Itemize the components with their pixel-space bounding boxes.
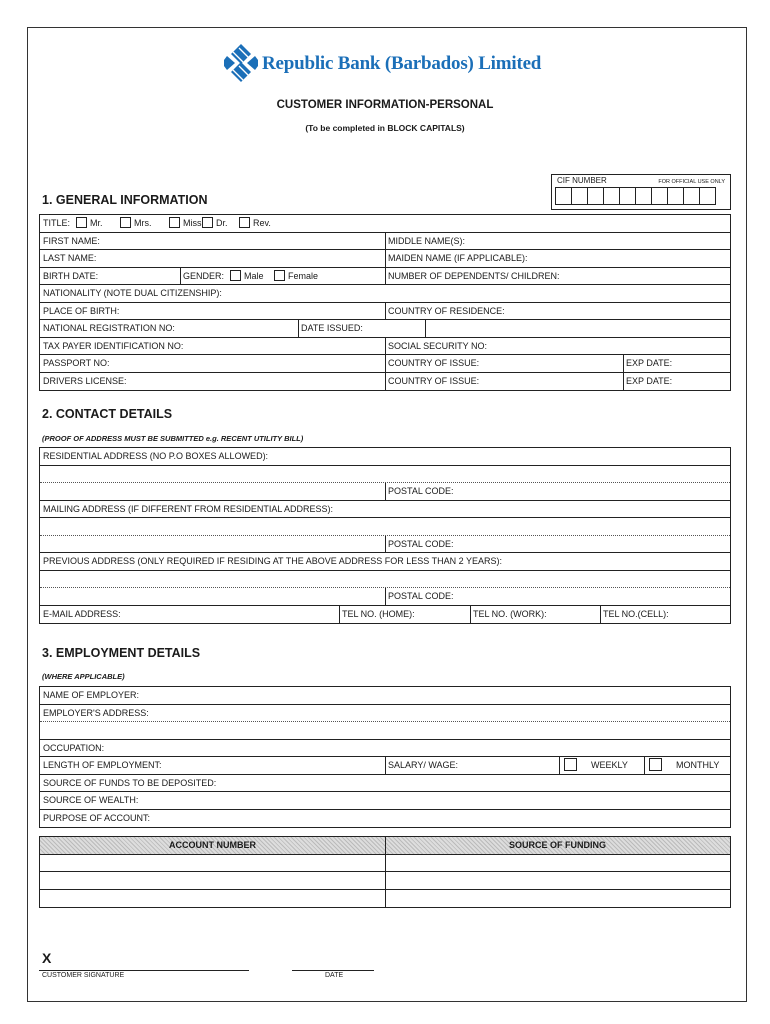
source-wealth-row [40,792,730,810]
purpose-field[interactable]: PURPOSE OF ACCOUNT: [43,812,151,823]
last-name-field[interactable]: LAST NAME: [43,253,97,263]
salary-label: SALARY/ WAGE: [388,760,459,770]
gender-female-label: Female [288,270,319,281]
employer-address-line-2[interactable] [40,722,730,740]
tax-row [40,338,730,356]
employment-table [39,686,731,828]
passport-field[interactable]: PASSPORT NO: [43,358,110,368]
cif-number-box [551,174,731,210]
cif-digit[interactable] [635,187,652,205]
previous-address-field[interactable]: PREVIOUS ADDRESS (ONLY REQUIRED IF RESIDING AT THE ABOVE ADDRESS FOR LESS THAN 2 YEARS): [43,556,502,566]
previous-row [40,553,730,571]
cif-digit-boxes[interactable] [555,187,715,205]
section-contact-heading: 2. CONTACT DETAILS [42,407,173,421]
nationality-field[interactable]: NATIONALITY (NOTE DUAL CITIZENSHIP): [43,288,222,298]
cif-digit[interactable] [699,187,716,205]
occupation-field[interactable]: OCCUPATION: [43,742,105,753]
monthly-label: MONTHLY [676,760,720,770]
passport-exp-date-field[interactable]: EXP DATE: [626,358,673,368]
account-row[interactable] [40,855,730,873]
gender-female-checkbox[interactable] [274,270,285,281]
title-row [40,215,730,233]
middle-names-field[interactable]: MIDDLE NAME(S): [388,235,466,246]
previous-postal-code-field[interactable]: POSTAL CODE: [388,591,454,601]
source-funds-row [40,775,730,793]
gender-male-label: Male [244,270,264,281]
customer-signature-line[interactable] [39,970,249,971]
title-label: TITLE: [43,218,71,228]
customer-signature-label: CUSTOMER SIGNATURE [42,972,125,979]
title-dr-checkbox[interactable] [202,217,213,228]
mailing-row [40,501,730,519]
cif-digit[interactable] [619,187,636,205]
employer-name-field[interactable]: NAME OF EMPLOYER: [43,690,140,700]
social-security-field[interactable]: SOCIAL SECURITY NO: [388,340,488,351]
date-signature-line[interactable] [292,970,374,971]
source-funding-header: SOURCE OF FUNDING [508,840,606,850]
title-rev-checkbox[interactable] [239,217,250,228]
title-miss-checkbox[interactable] [169,217,180,228]
weekly-checkbox[interactable] [564,758,577,771]
title-mr-label: Mr. [90,218,103,228]
bank-name: Republic Bank (Barbados) Limited [262,53,542,74]
country-residence-field[interactable]: COUNTRY OF RESIDENCE: [388,305,505,316]
mailing-postal-code-field[interactable]: POSTAL CODE: [388,538,454,549]
title-mrs-checkbox[interactable] [120,217,131,228]
date-label: DATE [325,972,344,979]
title-rev-label: Rev. [253,218,271,228]
birthplace-row [40,303,730,321]
cif-label: CIF NUMBER [557,176,607,185]
title-miss-label: Miss [183,218,202,228]
source-wealth-field[interactable]: SOURCE OF WEALTH: [43,795,139,805]
employer-row [40,687,730,705]
place-of-birth-field[interactable]: PLACE OF BIRTH: [43,305,120,316]
passport-row [40,355,730,373]
license-row [40,373,730,391]
national-reg-field[interactable]: NATIONAL REGISTRATION NO: [43,323,175,333]
official-use-label: FOR OFFICIAL USE ONLY [658,179,725,185]
length-salary-row [40,757,730,775]
account-header-row [40,837,730,855]
bank-logo [224,45,541,83]
maiden-name-field[interactable]: MAIDEN NAME (IF APPLICABLE): [388,253,528,263]
passport-country-field[interactable]: COUNTRY OF ISSUE: [388,358,480,368]
name-row-1 [40,233,730,251]
email-field[interactable]: E-MAIL ADDRESS: [43,608,121,619]
form-subtitle: (To be completed in BLOCK CAPITALS) [305,123,465,133]
cif-digit[interactable] [603,187,620,205]
contact-details-table [39,447,731,624]
title-mr-checkbox[interactable] [76,217,87,228]
license-country-field[interactable]: COUNTRY OF ISSUE: [388,375,480,386]
length-employment-field[interactable]: LENGTH OF EMPLOYMENT: [43,760,162,770]
signature-mark: X [42,950,52,966]
cif-digit[interactable] [571,187,588,205]
cif-digit[interactable] [667,187,684,205]
national-reg-row [40,320,730,338]
birth-gender-row [40,268,730,286]
purpose-row [40,810,730,828]
employer-address-field[interactable]: EMPLOYER'S ADDRESS: [43,707,149,718]
cif-digit[interactable] [683,187,700,205]
account-number-header: ACCOUNT NUMBER [169,840,256,850]
section-employment-heading: 3. EMPLOYMENT DETAILS [42,646,201,660]
tel-home-field[interactable]: TEL NO. (HOME): [342,608,415,619]
diamond-logo-icon [224,44,258,84]
residential-postal-code-field[interactable]: POSTAL CODE: [388,486,454,496]
residential-line-2[interactable] [40,466,730,484]
occupation-row [40,740,730,758]
name-row-2 [40,250,730,268]
nationality-row [40,285,730,303]
mailing-postal-row [40,536,730,554]
residential-address-field[interactable]: RESIDENTIAL ADDRESS (NO P.O BOXES ALLOWED): [43,451,269,461]
previous-line-2[interactable] [40,571,730,589]
tel-work-field[interactable]: TEL NO. (WORK): [473,608,547,619]
general-info-table [39,214,731,391]
weekly-label: WEEKLY [591,760,628,770]
mailing-line-2[interactable] [40,518,730,536]
account-row[interactable] [40,890,730,908]
account-table [39,836,731,908]
previous-postal-row [40,588,730,606]
tel-cell-field[interactable]: TEL NO.(CELL): [603,608,669,619]
dependents-field[interactable]: NUMBER OF DEPENDENTS/ CHILDREN: [388,270,560,281]
monthly-checkbox[interactable] [649,758,662,771]
tax-id-field[interactable]: TAX PAYER IDENTIFICATION NO: [43,340,184,351]
section-general-heading: 1. GENERAL INFORMATION [42,193,208,207]
title-mrs-label: Mrs. [134,218,152,228]
mailing-address-field[interactable]: MAILING ADDRESS (IF DIFFERENT FROM RESIDENTIAL ADDRESS): [43,503,334,514]
where-applicable-note: (WHERE APPLICABLE) [42,672,125,681]
phone-email-row [40,606,730,624]
gender-male-checkbox[interactable] [230,270,241,281]
cif-digit[interactable] [587,187,604,205]
title-dr-label: Dr. [216,218,228,228]
residential-row [40,448,730,466]
employer-address-row [40,705,730,723]
birth-date-field[interactable]: BIRTH DATE: [43,270,99,281]
date-issued-field[interactable]: DATE ISSUED: [301,323,363,333]
drivers-license-field[interactable]: DRIVERS LICENSE: [43,375,127,386]
cif-digit[interactable] [555,187,572,205]
source-funds-field[interactable]: SOURCE OF FUNDS TO BE DEPOSITED: [43,777,217,788]
form-title: CUSTOMER INFORMATION-PERSONAL [276,99,494,111]
license-exp-date-field[interactable]: EXP DATE: [626,375,673,386]
account-row[interactable] [40,872,730,890]
first-name-field[interactable]: FIRST NAME: [43,235,100,246]
cif-digit[interactable] [651,187,668,205]
residential-postal-row [40,483,730,501]
proof-of-address-note: (PROOF OF ADDRESS MUST BE SUBMITTED e.g. RECENT UTILITY BILL) [42,434,304,443]
gender-label: GENDER: [183,270,225,281]
